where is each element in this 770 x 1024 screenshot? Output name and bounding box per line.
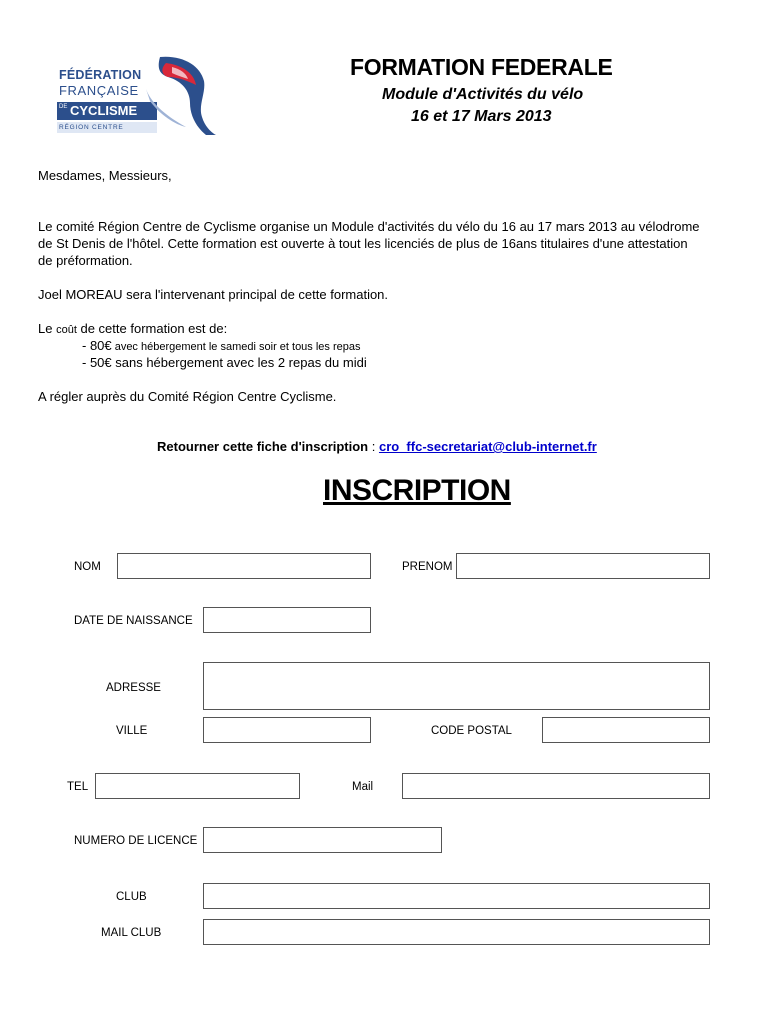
mail-club-field[interactable] — [203, 919, 710, 945]
cout-intro-a: Le — [38, 321, 57, 336]
ville-label: VILLE — [116, 725, 148, 737]
mail-field[interactable] — [402, 773, 710, 799]
cyclist-emblem-icon — [142, 55, 218, 137]
licence-field[interactable] — [203, 827, 442, 853]
adresse-label: ADRESSE — [106, 682, 161, 694]
greeting: Mesdames, Messieurs, — [38, 168, 172, 183]
prenom-label: PRENOM — [402, 561, 453, 573]
document-title: FORMATION FEDERALE — [350, 54, 613, 80]
code-postal-label: CODE POSTAL — [431, 725, 512, 737]
cout-intro-c: de cette formation est de: — [76, 321, 228, 336]
inscription-title: INSCRIPTION — [323, 474, 511, 507]
price-option-1-desc: avec hébergement le samedi soir et tous les repas — [111, 341, 361, 353]
adresse-field[interactable] — [203, 662, 710, 710]
price-option-2: - 50€ sans hébergement avec les 2 repas du midi — [82, 355, 367, 370]
logo-text-de: DE — [59, 104, 68, 110]
ffc-logo — [57, 55, 217, 137]
document-dates: 16 et 17 Mars 2013 — [411, 108, 552, 125]
date-naissance-field[interactable] — [203, 607, 371, 633]
paragraph-line-2: de St Denis de l'hôtel. Cette formation est ouverte à tout les licenciés de plus de 16ans titulaires d'une attestation — [38, 236, 688, 251]
return-instructions — [157, 439, 597, 454]
tel-field[interactable] — [95, 773, 300, 799]
document-subtitle: Module d'Activités du vélo — [382, 86, 584, 103]
return-label: Retourner cette fiche d'inscription — [157, 439, 369, 454]
paragraph-line-3: de préformation. — [38, 253, 133, 268]
regler-text: A régler auprès du Comité Région Centre Cyclisme. — [38, 389, 337, 404]
paragraph-line-1: Le comité Région Centre de Cyclisme organise un Module d'activités du vélo du 16 au 17 mars 2013 au vélodrome — [38, 219, 700, 234]
ville-field[interactable] — [203, 717, 371, 743]
email-link[interactable]: cro_ffc-secretariat@club-internet.fr — [378, 439, 597, 454]
logo-text-federation: FÉDÉRATION — [59, 68, 142, 82]
mail-label: Mail — [352, 781, 374, 793]
cout-word: coût — [56, 324, 77, 336]
logo-text-cyclisme: CYCLISME — [70, 103, 138, 118]
nom-field[interactable] — [117, 553, 371, 579]
logo-text-region: RÉGION CENTRE — [59, 124, 124, 131]
tel-label: TEL — [67, 781, 89, 793]
code-postal-field[interactable] — [542, 717, 710, 743]
nom-label: NOM — [74, 561, 101, 573]
logo-text-francaise: FRANÇAISE — [59, 83, 139, 98]
intervenant-text: Joel MOREAU sera l'intervenant principal de cette formation. — [38, 287, 389, 302]
price-option-1-amount: - 80€ — [82, 338, 112, 353]
mail-club-label: MAIL CLUB — [101, 927, 162, 939]
licence-label: NUMERO DE LICENCE — [74, 835, 198, 847]
date-naissance-label: DATE DE NAISSANCE — [74, 615, 193, 627]
club-field[interactable] — [203, 883, 710, 909]
prenom-field[interactable] — [456, 553, 710, 579]
return-separator: : — [368, 439, 379, 454]
club-label: CLUB — [116, 891, 147, 903]
